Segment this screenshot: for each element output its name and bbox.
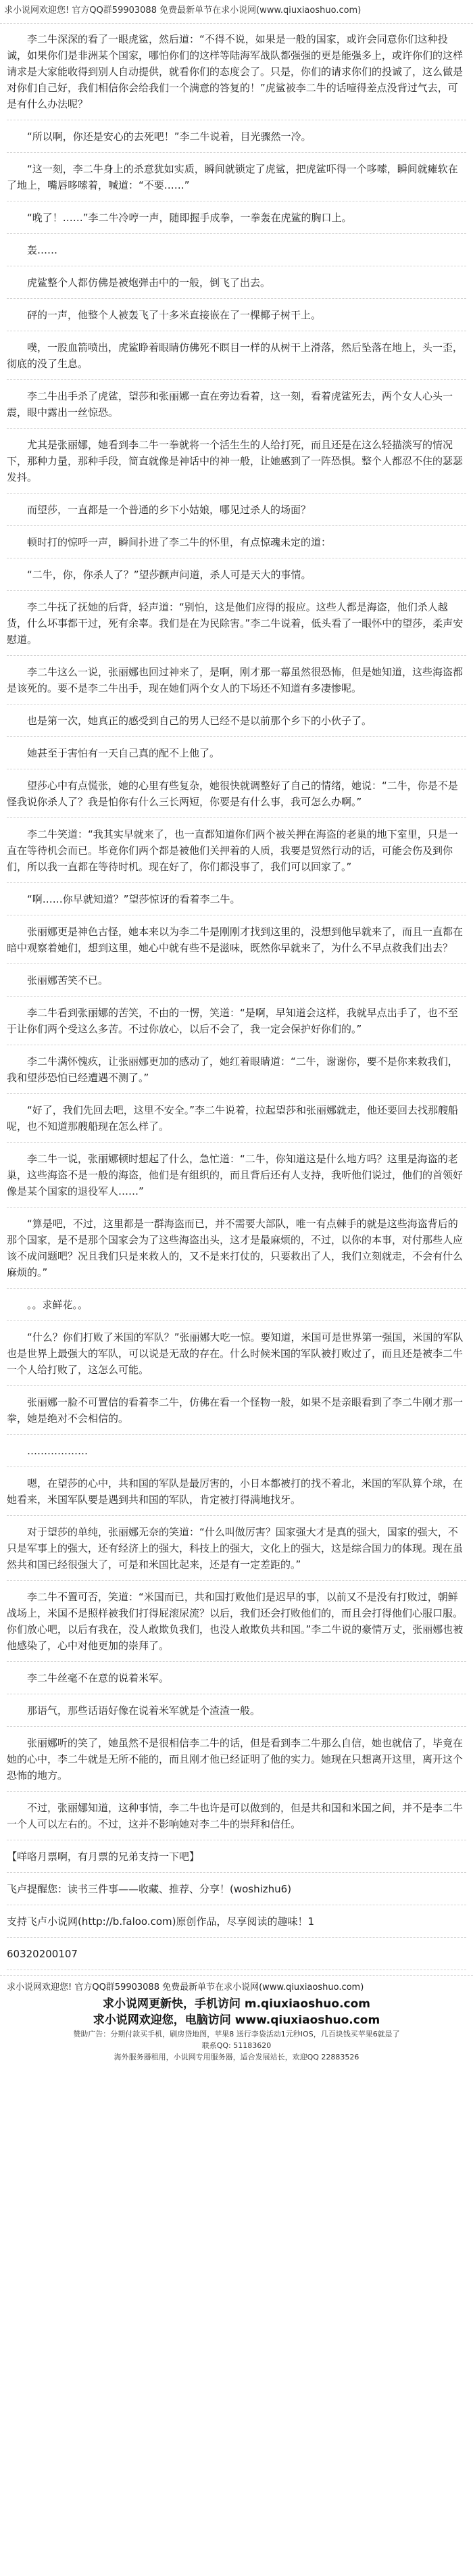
story-paragraph: “什么？你们打败了米国的军队？”张丽娜大吃一惊。要知道，米国可是世界第一强国，米国的军队也是世界上最强大的军队，可以说是无敌的存在。什么时候米国的军队被打败过了，而且还是被李二牛一个人给打败了，这怎么可能。: [7, 1326, 466, 1386]
story-paragraph: 顿时打的惊呼一声，瞬间扑进了李二牛的怀里，有点惊魂未定的道：: [7, 531, 466, 558]
story-paragraph: 望莎心中有点慌张，她的心里有些复杂，她很快就调整好了自己的情绪，她说：“二牛，你是不是怪我说你杀人了？我是怕你有什么三长两短，你要是有什么事，我可怎么办啊。”: [7, 774, 466, 818]
story-paragraph: ………………: [7, 1439, 466, 1467]
footer-ad-line: 赞助广告：分期付款买手机，刷房贷地图，苹果8 送行李袋活动1元秒IOS，几百块钱买苹果6就是了: [73, 2030, 400, 2038]
story-paragraph: 轰……: [7, 239, 466, 266]
story-paragraph: 李二牛看到张丽娜的苦笑，不由的一愣，笑道：“是啊，早知道会这样，我就早点出手了，也不至于让你们两个受这么多苦。不过你放心，以后不会了，我一定会保护好你们的。”: [7, 1001, 466, 1045]
story-paragraph: 李二牛出手杀了虎鲨，望莎和张丽娜一直在旁边看着，这一刻，看着虎鲨死去，两个女人心头一震，眼中露出一丝惊恐。: [7, 385, 466, 429]
footer-hosting-line: 海外服务器租用，小说网专用服务器，适合发展站长，欢迎QQ 22883526: [114, 2053, 359, 2061]
footer-notice: 求小说网欢迎您! 官方QQ群59903088 免费最新单节在求小说网(www.qiuxiaoshuo.com): [7, 1982, 364, 1993]
story-paragraph: 【咩咯月票啊，有月票的兄弟支持一下吧】: [7, 1845, 466, 1873]
site-notice-header: 求小说网欢迎您! 官方QQ群59903088 免费最新单节在求小说网(www.qiuxiaoshuo.com): [0, 0, 473, 24]
story-paragraph: 张丽娜听的笑了，她虽然不是很相信李二牛的话，但是看到李二牛那么自信，她也就信了，毕竟在她的心中，李二牛就是无所不能的，而且刚才他已经证明了他的实力。她现在只想离开这里，离开这个恐怖的地方。: [7, 1732, 466, 1792]
story-paragraph: 。。求鲜花。。: [7, 1293, 466, 1321]
story-paragraph: “二牛，你，你杀人了？”望莎颤声问道，杀人可是天大的事情。: [7, 563, 466, 591]
story-paragraph: 飞卢提醒您：读书三件事——收藏、推荐、分享！(woshizhu6): [7, 1878, 466, 1905]
story-paragraph: 李二牛这么一说，张丽娜也回过神来了，是啊，刚才那一幕虽然很恐怖，但是她知道，这些海盗都是该死的。要不是李二牛出手，现在她们两个女人的下场还不知道有多凄惨呢。: [7, 661, 466, 705]
story-paragraph: 噗，一股血箭喷出，虎鲨睁着眼睛仿佛死不瞑目一样的从树干上滑落，然后坠落在地上，头一歪，彻底的没了生息。: [7, 336, 466, 380]
story-paragraph: “好了，我们先回去吧，这里不安全。”李二牛说着，拉起望莎和张丽娜就走，他还要回去找那艘船呢，也不知道那艘船现在怎么样了。: [7, 1099, 466, 1143]
story-paragraph: 张丽娜一脸不可置信的看着李二牛，仿佛在看一个怪物一般，如果不是亲眼看到了李二牛刚才那一拳，她是绝对不会相信的。: [7, 1391, 466, 1435]
story-paragraph: 张丽娜更是神色古怪，她本来以为李二牛是刚刚才找到这里的，没想到他早就来了，而且一直都在暗中观察着她们，想到这里，她心中就有些不是滋味，既然你早就来了，为什么不早点救我们出去？: [7, 920, 466, 964]
site-footer: [0, 1975, 473, 2070]
story-paragraph: “所以啊，你还是安心的去死吧！”李二牛说着，目光骤然一冷。: [7, 125, 466, 153]
story-paragraph: 李二牛笑道：“我其实早就来了，也一直都知道你们两个被关押在海盗的老巢的地下室里，只是一直在等待机会而已。毕竟你们两个都是被他们关押着的人质，我要是贸然行动的话，可能会伤及到你们，所以我一直都在等待时机。现在好了，你们都没事了，我们可以回家了。”: [7, 823, 466, 883]
story-paragraph: 60320200107: [7, 1942, 466, 1970]
story-paragraph: 而望莎，一直都是一个普通的乡下小姑娘，哪见过杀人的场面？: [7, 498, 466, 526]
story-paragraph: 李二牛一说，张丽娜顿时想起了什么，急忙道：“二牛，你知道这是什么地方吗？这里是海盗的老巢，这些海盗不是一般的海盗，他们是有组织的，而且背后还有人支持，我听他们说过，他们的首领好像是某个国家的退役军人……”: [7, 1147, 466, 1208]
footer-desktop-link[interactable]: 求小说网欢迎您，电脑访问 www.qiuxiaoshuo.com: [93, 2013, 380, 2027]
story-paragraph: 砰的一声，他整个人被轰飞了十多米直接嵌在了一棵椰子树干上。: [7, 304, 466, 331]
story-paragraph: 对于望莎的单纯，张丽娜无奈的笑道：“什么叫做厉害？国家强大才是真的强大，国家的强大，不只是军事上的强大，还有经济上的强大，科技上的强大，文化上的强大，这是综合国力的体现。现在虽然共和国已经很强大了，可是和米国比起来，还是有一定差距的。”: [7, 1521, 466, 1581]
footer-contact-line: 联系QQ: 51183620: [201, 2041, 272, 2050]
story-paragraph: 李二牛丝毫不在意的说着米军。: [7, 1667, 466, 1694]
story-paragraph: 李二牛满怀愧疚，让张丽娜更加的感动了，她红着眼睛道：“二牛，谢谢你，要不是你来救我们，我和望莎恐怕已经遭遇不测了。”: [7, 1050, 466, 1094]
story-paragraph: 李二牛抚了抚她的后背，轻声道：“别怕，这是他们应得的报应。这些人都是海盗，他们杀人越货，什么坏事都干过，死有余辜。我们是在为民除害。”李二牛说着，低头看了一眼怀中的望莎，柔声安慰道。: [7, 596, 466, 656]
story-paragraph: 李二牛不置可否，笑道：“米国而已，共和国打败他们是迟早的事，以前又不是没有打败过，朝鲜战场上，米国不是照样被我们打得屁滚尿流？以后，我们还会打败他们的，而且会打得他们心服口服。你们放心吧，以后有我在，没人敢欺负我们，也没人敢欺负共和国。”李二牛说的豪情万丈，张丽娜也被他感染了，心中对他更加的崇拜了。: [7, 1585, 466, 1662]
story-paragraph: “啊……你早就知道？”望莎惊讶的看着李二牛。: [7, 888, 466, 915]
story-paragraph: 不过，张丽娜知道，这种事情，李二牛也许是可以做到的，但是共和国和米国之间，并不是李二牛一个人可以左右的。不过，这并不影响她对李二牛的崇拜和信任。: [7, 1796, 466, 1840]
story-paragraph: 嗯，在望莎的心中，共和国的军队是最厉害的，小日本都被打的找不着北，米国的军队算个球，在她看来，米国军队要是遇到共和国的军队，肯定被打得满地找牙。: [7, 1472, 466, 1516]
story-paragraph: “这一刻，李二牛身上的杀意犹如实质，瞬间就锁定了虎鲨，把虎鲨吓得一个哆嗦，瞬间就瘫软在了地上，嘴唇哆嗦着，喊道：“不要……”: [7, 158, 466, 201]
story-paragraph: 也是第一次，她真正的感受到自己的男人已经不是以前那个乡下的小伙子了。: [7, 709, 466, 737]
story-paragraph: 那语气，那些话语好像在说着米军就是个渣渣一般。: [7, 1699, 466, 1727]
story-paragraph: 张丽娜苦笑不已。: [7, 969, 466, 997]
story-paragraph: 尤其是张丽娜，她看到李二牛一拳就将一个活生生的人给打死，而且还是在这么轻描淡写的情况下，那种力量，那种手段，简直就像是神话中的神一般，让她感到了一阵恐惧。整个人都忍不住的瑟瑟发抖。: [7, 433, 466, 494]
story-paragraph: 支持飞卢小说网(http://b.faloo.com)原创作品，尽享阅读的趣味！1: [7, 1910, 466, 1938]
footer-mobile-link[interactable]: 求小说网更新快，手机访问 m.qiuxiaoshuo.com: [102, 1997, 371, 2011]
story-paragraph: “算是吧，不过，这里都是一群海盗而已，并不需要大部队，唯一有点棘手的就是这些海盗背后的那个国家，是不是那个国家会为了这些海盗出头，这才是最麻烦的，不过，以你的本事，对付那些人应该不成问题吧？况且我们只是来救人的，又不是来打仗的，只要救出了人，我们立刻就走，不会有什么麻烦的。”: [7, 1212, 466, 1289]
story-paragraph: “晚了！……”李二牛冷哼一声，随即握手成拳，一拳轰在虎鲨的胸口上。: [7, 206, 466, 234]
story-paragraph: 李二牛深深的看了一眼虎鲨，然后道：“不得不说，如果是一般的国家，或许会同意你们这种投诚，如果你们是非洲某个国家，哪怕你们的这样等陆海军战队都强强的更是能强多上，或许你们的这样请求是大家能收得到别人自动提供，就看你们的态度会了。只是，你们的请求你们的投诚了，这么做是对你们自己好，我们相信你会给我们一个满意的答复的！”虎鲨被李二牛的话噎得差点没背过气去，可是有什么办法呢？: [7, 28, 466, 120]
chapter-content: [0, 24, 473, 1970]
story-paragraph: 虎鲨整个人都仿佛是被炮弹击中的一般，倒飞了出去。: [7, 271, 466, 299]
story-paragraph: 她甚至于害怕有一天自己真的配不上他了。: [7, 742, 466, 769]
